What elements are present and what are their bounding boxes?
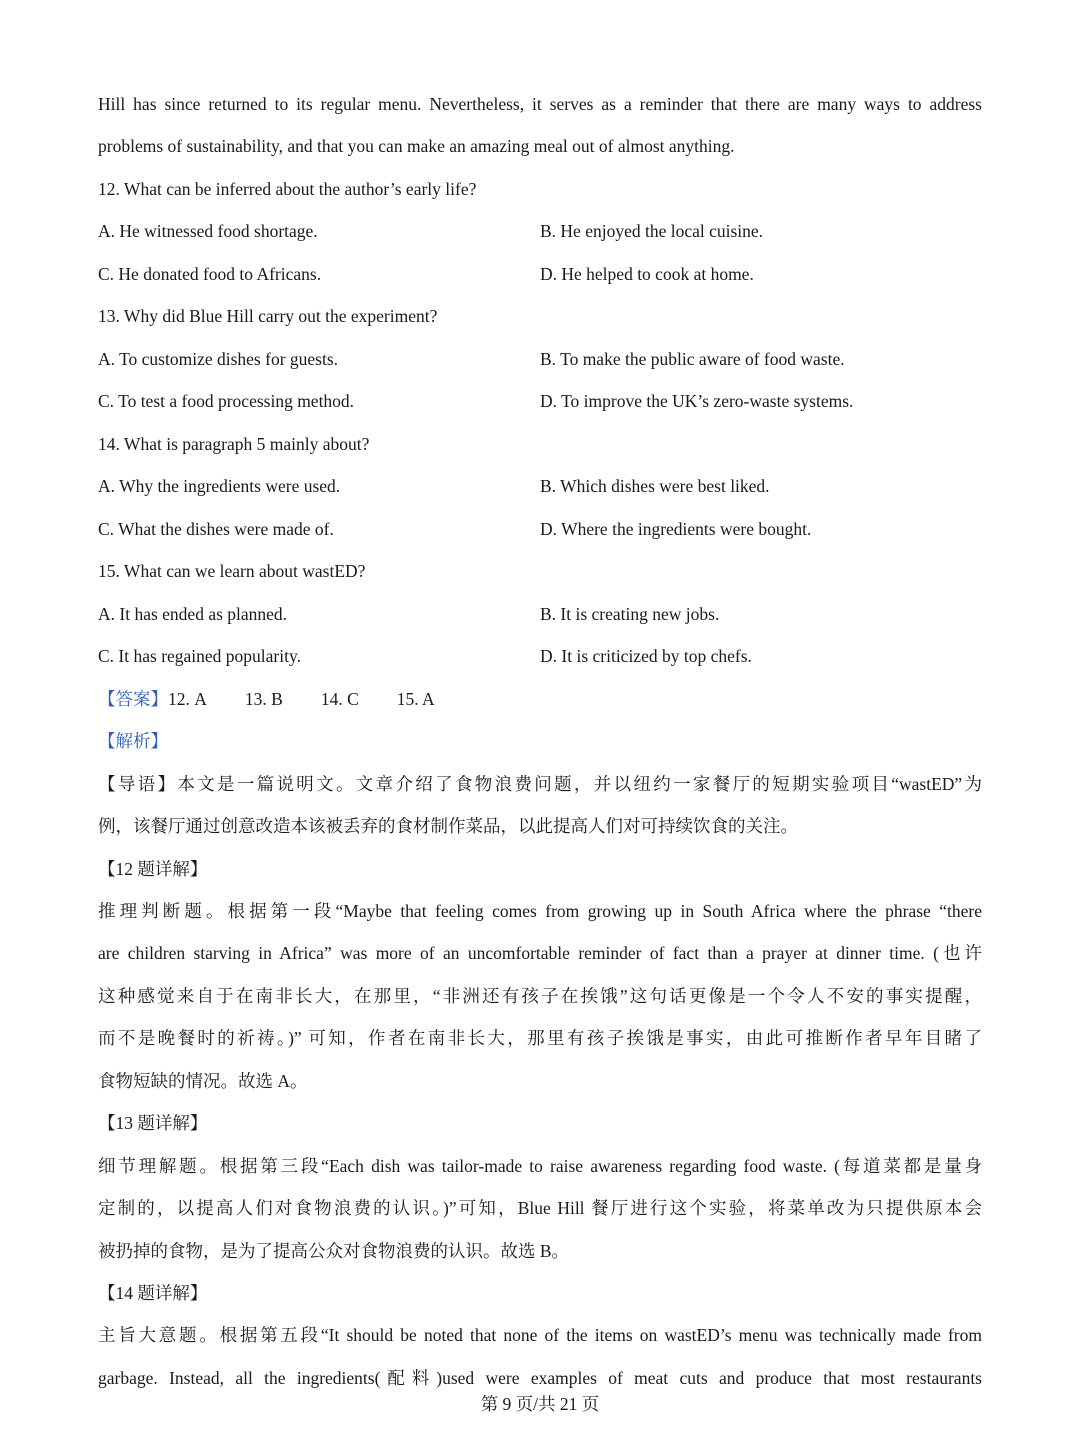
option-c: C. What the dishes were made of. [98,519,334,539]
option-d: D. It is criticized by top chefs. [540,646,752,666]
detail-line: 推理判断题。根据第一段“Maybe that feeling comes from growing up in South Africa where the phrase “there [98,901,982,921]
option-b: B. To make the public aware of food waste. [540,349,845,369]
answer-item: 13. B [244,689,283,709]
answer-item: 12. A [168,689,207,709]
page-footer: 第 9 页/共 21 页 [480,1394,600,1414]
detail-line: garbage. Instead, all the ingredients(配料)used were examples of meat cuts and produce that most restaurants [98,1368,982,1388]
option-d: D. To improve the UK’s zero-waste systems. [540,391,854,411]
option-a: A. He witnessed food shortage. [98,221,318,241]
detail-heading: 【13 题详解】 [98,1113,208,1133]
option-b: B. He enjoyed the local cuisine. [540,221,764,241]
passage-line: Hill has since returned to its regular menu. Nevertheless, it serves as a reminder that there are many ways to address [98,94,982,114]
answer-item: 15. A [396,689,435,709]
option-b: B. Which dishes were best liked. [540,476,770,496]
intro-line: 【导语】本文是一篇说明文。文章介绍了食物浪费问题，并以纽约一家餐厅的短期实验项目“wastED”为 [98,774,982,794]
intro-line: 例，该餐厅通过创意改造本该被丢弃的食材制作菜品，以此提高人们对可持续饮食的关注。 [98,816,798,836]
detail-line: are children starving in Africa” was more of an uncomfortable reminder of fact than a prayer at dinner time. (也许 [98,943,982,963]
question-stem: 13. Why did Blue Hill carry out the experiment? [98,306,438,326]
option-a: A. To customize dishes for guests. [98,349,339,369]
option-d: D. He helped to cook at home. [540,264,754,284]
option-c: C. To test a food processing method. [98,391,355,411]
detail-line: 被扔掉的食物，是为了提高公众对食物浪费的认识。故选 B。 [98,1241,570,1261]
question-stem: 15. What can we learn about wastED? [98,561,366,581]
option-c: C. It has regained popularity. [98,646,301,666]
passage-line: problems of sustainability, and that you can make an amazing meal out of almost anything. [98,136,735,156]
detail-line: 而不是晚餐时的祈祷。)” 可知，作者在南非长大，那里有孩子挨饿是事实，由此可推断作者早年目睹了 [98,1028,982,1048]
detail-line: 细节理解题。根据第三段“Each dish was tailor-made to raise awareness regarding food waste. (每道菜都是量身 [98,1156,982,1176]
answer-row [98,687,435,711]
detail-line: 食物短缺的情况。故选 A。 [98,1071,308,1091]
answer-item: 14. C [320,689,359,709]
detail-line: 这种感觉来自于在南非长大，在那里，“非洲还有孩子在挨饿”这句话更像是一个令人不安的事实提醒， [98,986,982,1006]
analysis-label: 【解析】 [98,731,168,751]
option-b: B. It is creating new jobs. [540,604,720,624]
detail-heading: 【12 题详解】 [98,859,208,879]
detail-line: 定制的，以提高人们对食物浪费的认识。)”可知，Blue Hill 餐厅进行这个实验，将菜单改为只提供原本会 [98,1198,982,1218]
detail-heading: 【14 题详解】 [98,1283,208,1303]
detail-line: 主旨大意题。根据第五段“It should be noted that none of the items on wastED’s menu was technically made from [98,1325,982,1345]
question-stem: 14. What is paragraph 5 mainly about? [98,434,370,454]
option-d: D. Where the ingredients were bought. [540,519,812,539]
answer-label: 【答案】 [98,689,168,709]
question-stem: 12. What can be inferred about the author’s early life? [98,179,477,199]
option-c: C. He donated food to Africans. [98,264,322,284]
option-a: A. It has ended as planned. [98,604,288,624]
option-a: A. Why the ingredients were used. [98,476,341,496]
